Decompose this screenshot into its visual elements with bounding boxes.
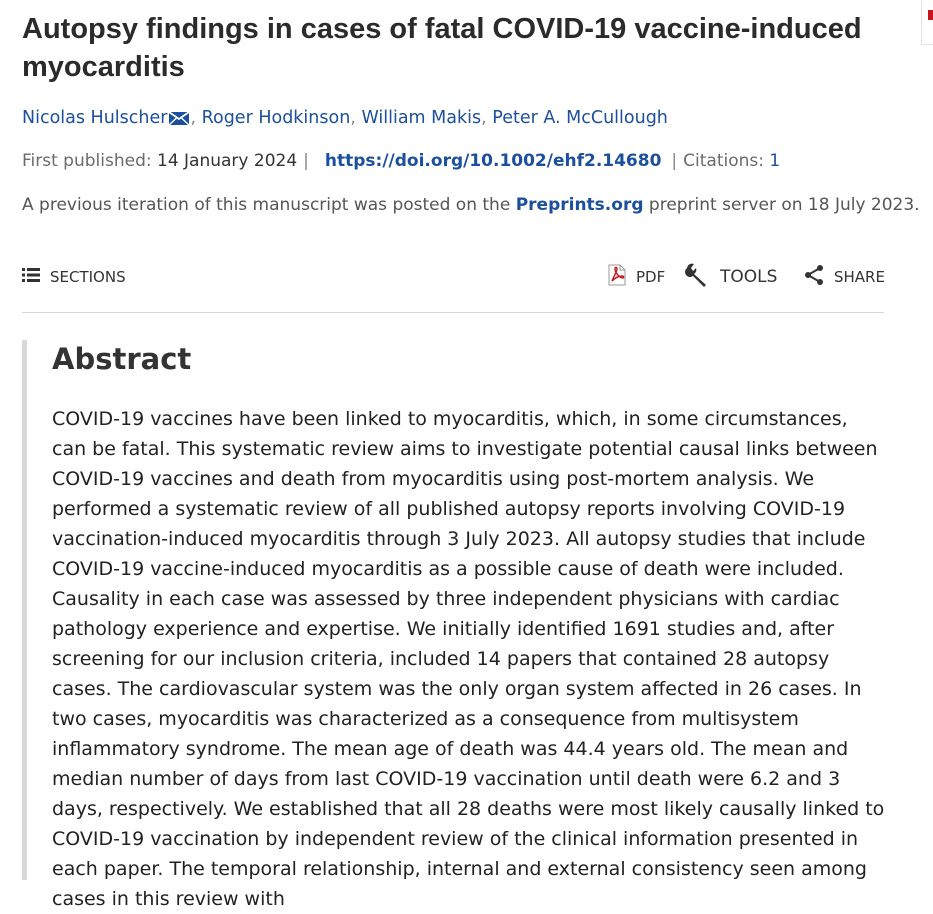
- first-published-date: 14 January 2024: [157, 151, 298, 171]
- preprint-notice: [22, 193, 922, 217]
- author-separator: ,: [481, 108, 487, 128]
- citations-label: Citations:: [683, 151, 764, 171]
- wrench-icon: [684, 262, 710, 293]
- divider: |: [671, 151, 678, 171]
- author-link-makis[interactable]: William Makis: [361, 108, 482, 128]
- share-icon: [804, 264, 824, 290]
- tools-button[interactable]: [684, 262, 777, 292]
- author-link-hulscher[interactable]: Nicolas Hulscher: [22, 108, 168, 128]
- doi-link[interactable]: https://doi.org/10.1002/ehf2.14680: [324, 151, 662, 171]
- author-separator: ,: [190, 108, 197, 128]
- preprint-suffix: preprint server on 18 July 2023.: [648, 195, 920, 215]
- edge-badge: [921, 0, 933, 45]
- sections-label: SECTIONS: [50, 268, 126, 286]
- pdf-button[interactable]: [608, 262, 665, 292]
- abstract-body: COVID-19 vaccines have been linked to myocarditis, which, in some circumstances, can be fatal. This systematic review aims to investigate potential causal links between COVID-19 vaccines and death from myocarditis using post-mortem analysis. We performed a systematic review of all published autopsy reports involving COVID-19 vaccination-induced myocarditis through 3 July 2023. All autopsy studies that include COVID-19 vaccine-induced myocarditis as a possible cause of death were included. Causality in each case was assessed by three independent physicians with cardiac pathology experience and expertise. We initially identified 1691 studies and, after screening for our inclusion criteria, included 14 papers that contained 28 autopsy cases. The cardiovascular system was the only organ system affected in 26 cases. In two cases, myocarditis was characterized as a consequence from multisystem inflammatory syndrome. The mean age of death was 44.4 years old. The mean and median number of days from last COVID-19 vaccination until death were 6.2 and 3 days, respectively. We established that all 28 deaths were most likely causally linked to COVID-19 vaccination by independent review of the clinical information presented in each paper. The temporal relationship, internal and external consistency seen among cases in this review with: [52, 408, 885, 910]
- share-label: SHARE: [834, 268, 885, 286]
- pdf-file-icon: [608, 264, 626, 290]
- abstract-section: [22, 340, 889, 910]
- preprint-link[interactable]: Preprints.org: [515, 195, 644, 215]
- author-list: [22, 106, 902, 133]
- preprint-prefix: A previous iteration of this manuscript was posted on the: [22, 195, 511, 215]
- article-toolbar: [22, 262, 884, 313]
- abstract-heading: Abstract: [52, 342, 192, 376]
- sections-button[interactable]: [22, 262, 126, 292]
- author-separator: ,: [350, 108, 356, 128]
- divider: |: [303, 151, 309, 171]
- pdf-label: PDF: [636, 268, 666, 286]
- list-icon: [22, 267, 40, 287]
- email-icon[interactable]: [168, 109, 190, 133]
- tools-label: TOOLS: [720, 267, 778, 287]
- first-published-label: First published:: [22, 151, 152, 171]
- share-button[interactable]: [804, 262, 885, 292]
- article-title: Autopsy findings in cases of fatal COVID-19 vaccine-induced myocarditis: [22, 13, 862, 83]
- author-link-mccullough[interactable]: Peter A. McCullough: [492, 108, 668, 128]
- publication-info: [22, 149, 922, 173]
- author-link-hodkinson[interactable]: Roger Hodkinson: [201, 108, 351, 128]
- citations-count-link[interactable]: 1: [769, 151, 781, 171]
